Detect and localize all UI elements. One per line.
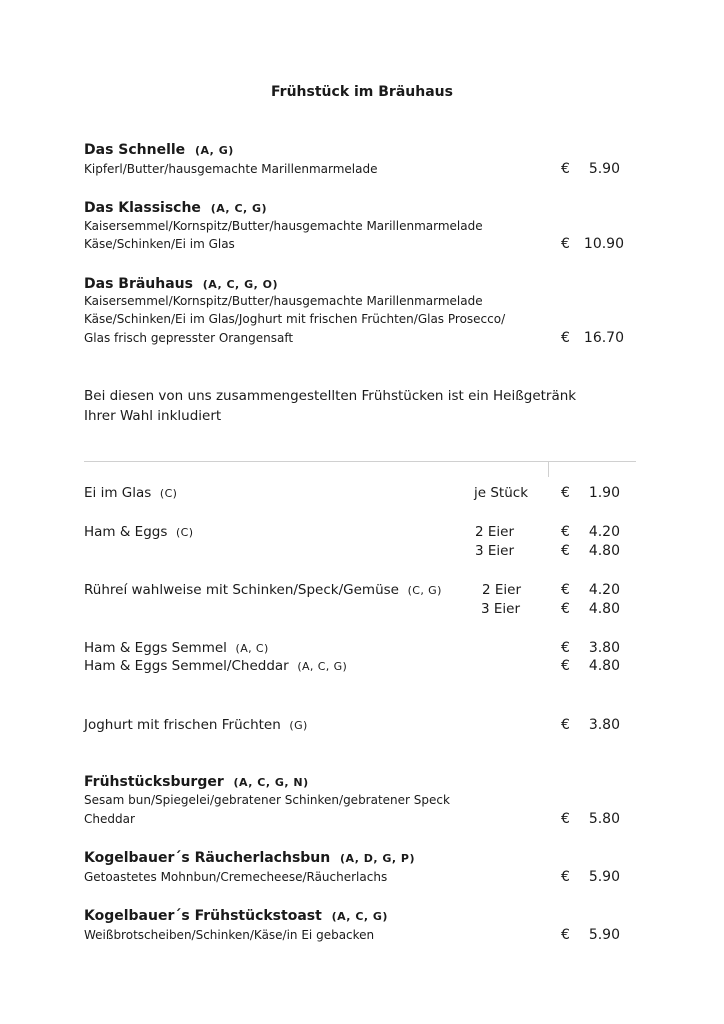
- combo-name: Das Schnelle (A, G): [84, 142, 234, 158]
- unit-label: 3 Eier: [475, 543, 515, 559]
- unit-label: je Stück: [474, 485, 529, 501]
- allergen-codes: (A, G): [194, 144, 234, 157]
- currency-symbol: €: [561, 582, 570, 598]
- currency-symbol: €: [561, 161, 570, 177]
- combo-description: Glas frisch gepresster Orangensaft: [84, 331, 294, 345]
- combo-description: Kaisersemmel/Kornspitz/Butter/hausgemachte Marillenmarmelade: [84, 219, 483, 233]
- included-drink-note: Bei diesen von uns zusammengestellten Frühstücken ist ein Heißgetränk: [84, 388, 577, 404]
- special-name: Kogelbauer´s Räucherlachsbun (A, D, G, P): [84, 850, 416, 866]
- price: 5.90: [588, 869, 620, 885]
- allergen-codes: (C): [159, 487, 178, 500]
- combo-name: Das Klassische (A, C, G): [84, 200, 268, 216]
- combo-description: Kaisersemmel/Kornspitz/Butter/hausgemachte Marillenmarmelade: [84, 294, 483, 308]
- currency-symbol: €: [561, 524, 570, 540]
- price: 5.90: [588, 161, 620, 177]
- price: 4.20: [588, 524, 620, 540]
- price: 4.20: [588, 582, 620, 598]
- price: 10.90: [583, 236, 624, 252]
- item-name: Ham & Eggs Semmel/Cheddar (A, C, G): [84, 658, 348, 674]
- unit-label: 2 Eier: [482, 582, 522, 598]
- unit-label: 2 Eier: [475, 524, 515, 540]
- price: 3.80: [588, 640, 620, 656]
- currency-symbol: €: [561, 869, 570, 885]
- price: 16.70: [583, 330, 624, 346]
- combo-description: Käse/Schinken/Ei im Glas/Joghurt mit frischen Früchten/Glas Prosecco/: [84, 312, 506, 326]
- item-name: Joghurt mit frischen Früchten (G): [84, 717, 308, 733]
- special-description: Sesam bun/Spiegelei/gebratener Schinken/gebratener Speck: [84, 793, 450, 807]
- price: 4.80: [588, 601, 620, 617]
- included-drink-note: Ihrer Wahl inkludiert: [84, 408, 222, 424]
- price: 4.80: [588, 658, 620, 674]
- special-name: Frühstücksburger (A, C, G, N): [84, 774, 309, 790]
- currency-symbol: €: [561, 485, 570, 501]
- special-description: Weißbrotscheiben/Schinken/Käse/in Ei gebacken: [84, 928, 375, 942]
- allergen-codes: (C, G): [407, 584, 442, 597]
- divider-tick: [548, 461, 549, 477]
- allergen-codes: (G): [289, 719, 308, 732]
- item-name: Rühreí wahlweise mit Schinken/Speck/Gemüse (C, G): [84, 582, 442, 598]
- currency-symbol: €: [561, 640, 570, 656]
- special-description: Getoastetes Mohnbun/Cremecheese/Räucherlachs: [84, 870, 388, 884]
- page-title: Frühstück im Bräuhaus: [271, 84, 453, 100]
- currency-symbol: €: [561, 927, 570, 943]
- item-name: Ham & Eggs Semmel (A, C): [84, 640, 269, 656]
- currency-symbol: €: [561, 717, 570, 733]
- special-description: Cheddar: [84, 812, 135, 826]
- allergen-codes: (A, C, G): [297, 660, 348, 673]
- special-name: Kogelbauer´s Frühstückstoast (A, C, G): [84, 908, 388, 924]
- allergen-codes: (A, D, G, P): [340, 852, 416, 865]
- currency-symbol: €: [561, 658, 570, 674]
- divider: [84, 461, 636, 462]
- price: 4.80: [588, 543, 620, 559]
- price: 1.90: [588, 485, 620, 501]
- allergen-codes: (A, C, G): [331, 910, 388, 923]
- combo-description: Kipferl/Butter/hausgemachte Marillenmarmelade: [84, 162, 378, 176]
- currency-symbol: €: [561, 543, 570, 559]
- price: 5.90: [588, 927, 620, 943]
- currency-symbol: €: [561, 236, 570, 252]
- combo-description: Käse/Schinken/Ei im Glas: [84, 237, 235, 251]
- currency-symbol: €: [561, 811, 570, 827]
- allergen-codes: (C): [175, 526, 194, 539]
- allergen-codes: (A, C, G, O): [202, 278, 278, 291]
- price: 5.80: [588, 811, 620, 827]
- allergen-codes: (A, C): [235, 642, 269, 655]
- unit-label: 3 Eier: [481, 601, 521, 617]
- price: 3.80: [588, 717, 620, 733]
- item-name: Ham & Eggs (C): [84, 524, 194, 540]
- combo-name: Das Bräuhaus (A, C, G, O): [84, 276, 278, 292]
- allergen-codes: (A, C, G): [210, 202, 268, 215]
- currency-symbol: €: [561, 601, 570, 617]
- allergen-codes: (A, C, G, N): [233, 776, 309, 789]
- currency-symbol: €: [561, 330, 570, 346]
- item-name: Ei im Glas (C): [84, 485, 178, 501]
